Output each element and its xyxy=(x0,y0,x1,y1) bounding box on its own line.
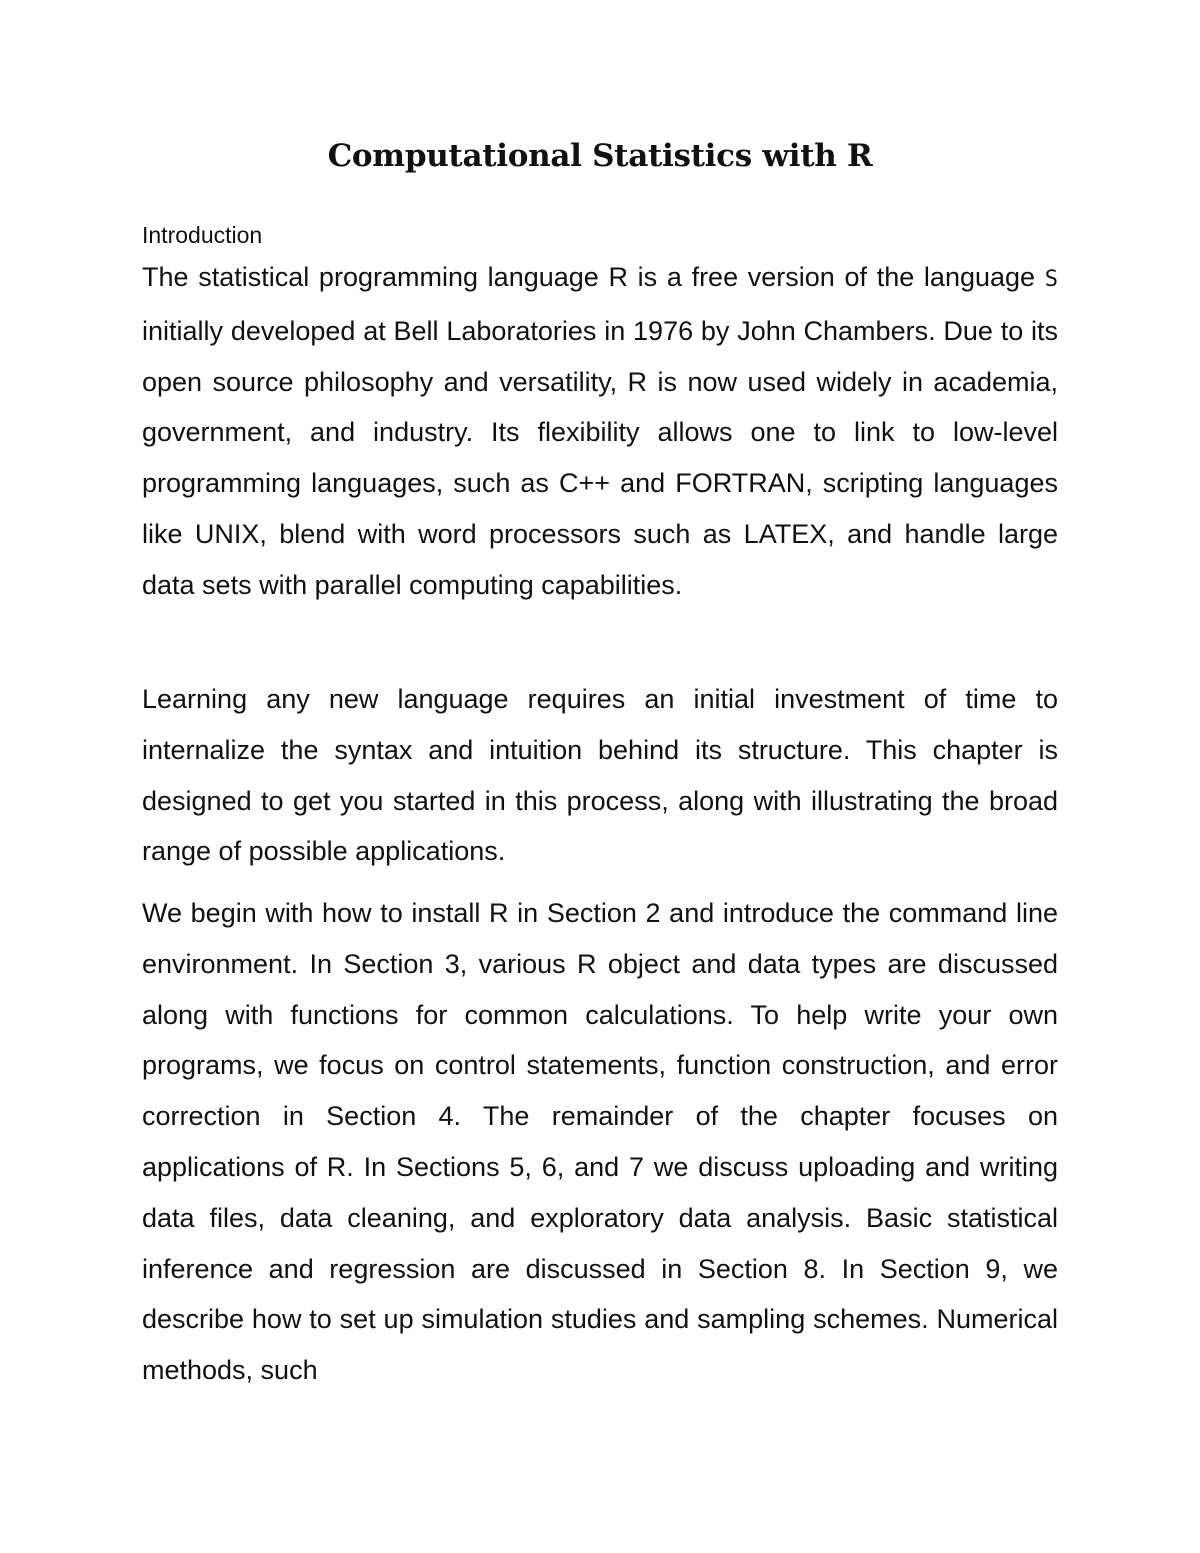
paragraph-learning: Learning any new language requires an initial investment of time to internalize the syntax and intuition behind its structure. This chapter is designed to get you started in this process, along with illustrating the broad range of possible applications. xyxy=(142,684,1058,867)
paragraph-text: The statistical programming language R is a free version of the language xyxy=(142,262,1045,292)
document-title: Computational Statistics with R xyxy=(327,138,873,174)
section-heading: Introduction xyxy=(142,222,263,248)
language-s-name: S xyxy=(1044,267,1058,292)
paragraph-introduction xyxy=(142,252,1058,611)
paragraph-overview: We begin with how to install R in Section 2 and introduce the command line environment. In Section 3, various R object and data types are discussed along with functions for common calculations. To help write your own programs, we focus on control statements, function construction, and error correction in Section 4. The remainder of the chapter focuses on applications of R. In Sections 5, 6, and 7 we discuss uploading and writing data files, data cleaning, and exploratory data analysis. Basic statistical inference and regression are discussed in Section 8. In Section 9, we describe how to set up simulation studies and sampling schemes. Numerical methods, such xyxy=(142,898,1058,1386)
paragraph-text: initially developed at Bell Laboratories in 1976 by John Chambers. Due to its open source philosophy and versatility, R is now used widely in academia, government, and industry. Its flexibility allows one to link to low-level programming languages, such as C++ and FORTRAN, scripting languages like UNIX, blend with word processors such as LATEX, and handle large data sets with parallel computing capabilities. xyxy=(142,315,1058,600)
